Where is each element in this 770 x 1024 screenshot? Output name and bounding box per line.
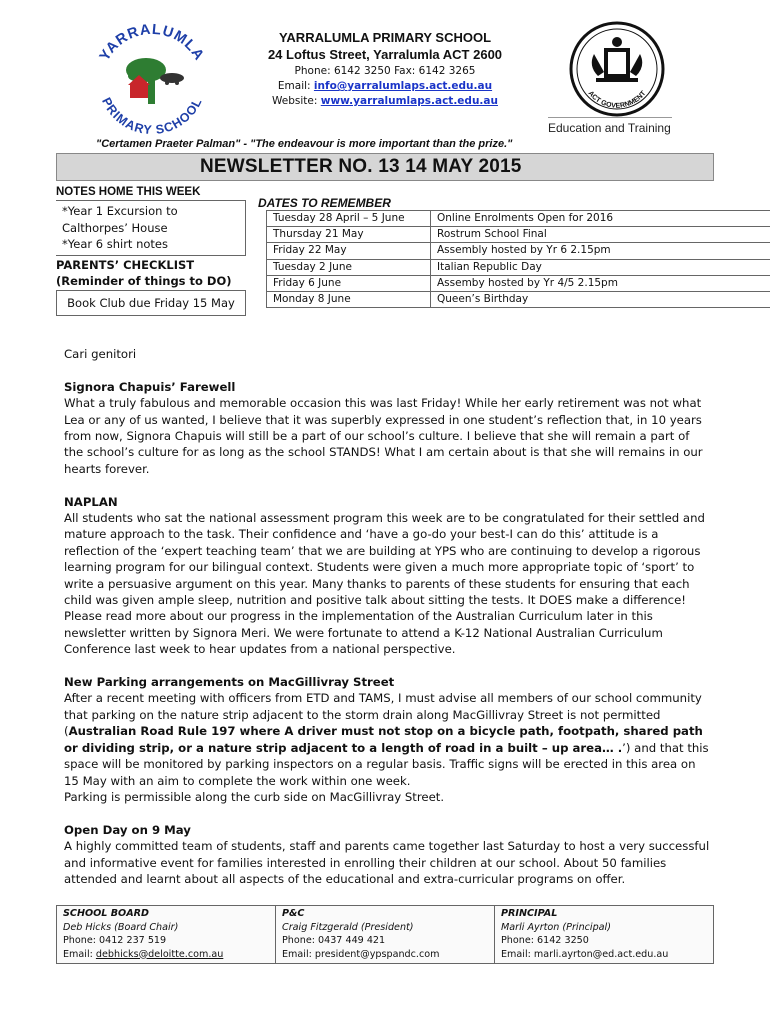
newsletter-title: NEWSLETTER NO. 13 14 MAY 2015 bbox=[200, 156, 522, 177]
phone-fax: Phone: 6142 3250 Fax: 6142 3265 bbox=[294, 65, 476, 77]
school-logo bbox=[88, 18, 216, 136]
road-rule-text: Australian Road Rule 197 where A driver must not stop on a bicycle path, footpath, shared path or dividing strip, or a nature strip adjacent to a length of road in a built – up area… . bbox=[64, 724, 703, 755]
naplan-text-more: Please read more about our progress in the implementation of the Australian Curriculum later in this newsletter written by Signora Meri. We were fortunate to attend a K-12 National Australian Curriculum Conference last week to hear updates from a national perspective. bbox=[64, 609, 663, 657]
table-row bbox=[267, 227, 770, 243]
contact-email-line bbox=[282, 948, 488, 962]
parents-checklist-heading: PARENTS’ CHECKLIST bbox=[56, 258, 195, 272]
dates-table bbox=[266, 210, 770, 308]
naplan-heading: NAPLAN bbox=[64, 494, 118, 509]
newsletter-body bbox=[64, 346, 710, 887]
contact-email-line bbox=[501, 948, 707, 962]
contact-heading: P&C bbox=[282, 908, 305, 919]
school-motto: "Certamen Praeter Palman" - "The endeavour is more important than the prize." bbox=[96, 138, 513, 150]
contact-phone: Phone: 0412 237 519 bbox=[63, 935, 167, 946]
parking-text-rest: ’) and that this space will be monitored by parking inspectors on a regular basis. Traffic signs will be erected in this area on 15 May with an aim to complete the work within one week. bbox=[64, 740, 709, 788]
event-cell: Assembly hosted by Yr 6 2.15pm bbox=[431, 243, 770, 259]
website-link[interactable]: www.yarralumlaps.act.edu.au bbox=[320, 95, 498, 107]
notes-home-title: NOTES HOME THIS WEEK bbox=[56, 186, 201, 198]
contact-phone: Phone: 0437 449 421 bbox=[282, 935, 386, 946]
date-cell: Tuesday 28 April – 5 June bbox=[267, 211, 431, 227]
contact-email-label: Email: bbox=[501, 948, 534, 960]
contact-email-line bbox=[63, 948, 269, 962]
date-cell: Friday 6 June bbox=[267, 275, 431, 291]
date-cell: Thursday 21 May bbox=[267, 227, 431, 243]
event-cell: Online Enrolments Open for 2016 bbox=[431, 211, 770, 227]
website-label: Website: bbox=[272, 95, 321, 107]
dates-title: DATES TO REMEMBER bbox=[258, 196, 391, 210]
email-label: Email: bbox=[277, 80, 314, 92]
event-cell: Rostrum School Final bbox=[431, 227, 770, 243]
date-cell: Monday 8 June bbox=[267, 291, 431, 307]
table-row bbox=[267, 275, 770, 291]
pandc-contact bbox=[276, 906, 495, 964]
contact-email-label: Email: bbox=[63, 948, 96, 960]
school-header bbox=[200, 30, 570, 109]
parking-text-intro: After a recent meeting with officers from ETD and TAMS, I must advise all members of our school community that parking on the nature strip adjacent to the storm drain along MacGillivray Street is not permitted ( bbox=[64, 691, 702, 739]
table-row bbox=[267, 291, 770, 307]
parents-checklist-subheading: (Reminder of things to DO) bbox=[56, 274, 232, 288]
date-cell: Friday 22 May bbox=[267, 243, 431, 259]
contact-name: Marli Ayrton (Principal) bbox=[501, 921, 611, 933]
contacts-table bbox=[56, 905, 714, 964]
email-link[interactable]: info@yarralumlaps.act.edu.au bbox=[313, 80, 493, 92]
table-row bbox=[57, 906, 714, 964]
contact-email[interactable]: marli.ayrton@ed.act.edu.au bbox=[533, 948, 669, 960]
contact-name: Craig Fitzgerald (President) bbox=[282, 921, 414, 933]
svg-text:ACT GOVERNMENT: ACT GOVERNMENT bbox=[586, 90, 648, 110]
naplan-text: All students who sat the national assessment program this week are to be congratulated for their settled and mature approach to the task. Their confidence and ‘have a go-do your best-I can do this’ attitude is a reflection of the ‘expert teaching team’ that we are building at YPS who are continuing to develop a rigorous learning program for our bilingual context. Students were given a much more appropriate topic of ‘sport’ to write a persuasive argument on this year. Many thanks to parents of these students for ensuring that each child was given ample sleep, nutrition and positive talk about sitting the tests. It DOES make a difference! bbox=[64, 511, 705, 608]
table-row bbox=[267, 243, 770, 259]
website-line bbox=[200, 94, 570, 109]
openday-text: A highly committed team of students, staff and parents came together last Saturday to host a very successful and informative event for families interested in enrolling their children at our school. About 50 families attended and learnt about all aspects of the educational and extra-curricular programs on offer. bbox=[64, 839, 710, 886]
farewell-text: What a truly fabulous and memorable occasion this was last Friday! While her early retirement was not what Lea or any of us wanted, I believe that it was superbly expressed in one student’s reflection that, in 10 years from now, Signora Chapuis will still be a part of our school’s culture. I believe that she will remain a part of the school’s culture for as long as the school STANDS! What I am certain about is that she will remains in our hearts forever. bbox=[64, 396, 703, 476]
contact-heading: PRINCIPAL bbox=[501, 908, 558, 919]
parking-heading: New Parking arrangements on MacGillivray Street bbox=[64, 675, 395, 690]
date-cell: Tuesday 2 June bbox=[267, 259, 431, 275]
greeting: Cari genitori bbox=[64, 347, 137, 361]
parents-checklist-item: Book Club due Friday 15 May bbox=[56, 290, 246, 316]
parking-curb-text: Parking is permissible along the curb side on MacGillivray Street. bbox=[64, 789, 445, 804]
department-name: Education and Training bbox=[548, 121, 671, 135]
principal-contact bbox=[495, 906, 714, 964]
event-cell: Assemby hosted by Yr 4/5 2.15pm bbox=[431, 275, 770, 291]
school-board-contact bbox=[57, 906, 276, 964]
contact-heading: SCHOOL BOARD bbox=[63, 908, 149, 919]
parking-text bbox=[64, 690, 710, 788]
farewell-heading: Signora Chapuis’ Farewell bbox=[64, 379, 236, 394]
contact-phone: Phone: 6142 3250 bbox=[501, 935, 589, 946]
table-row bbox=[267, 259, 770, 275]
table-row bbox=[267, 211, 770, 227]
logo-top-text: YARRALUMLA bbox=[96, 21, 208, 64]
notes-home-box bbox=[56, 200, 246, 256]
government-crest-logo bbox=[564, 20, 670, 118]
notes-item: *Year 6 shirt notes bbox=[62, 237, 168, 251]
contact-email-label: Email: bbox=[282, 948, 315, 960]
department-rule bbox=[548, 117, 672, 118]
event-cell: Queen’s Birthday bbox=[431, 291, 770, 307]
contact-email[interactable]: president@ypspandc.com bbox=[314, 948, 440, 960]
email-line bbox=[200, 79, 570, 94]
school-address: 24 Loftus Street, Yarralumla ACT 2600 bbox=[267, 47, 503, 62]
notes-item: *Year 1 Excursion to bbox=[62, 204, 178, 218]
notes-item: Calthorpes’ House bbox=[62, 220, 168, 235]
contact-email[interactable]: debhicks@deloitte.com.au bbox=[95, 948, 224, 960]
openday-heading: Open Day on 9 May bbox=[64, 822, 191, 837]
parents-checklist-title bbox=[56, 257, 232, 289]
contact-name: Deb Hicks (Board Chair) bbox=[63, 921, 179, 933]
school-name: YARRALUMLA PRIMARY SCHOOL bbox=[278, 30, 492, 45]
event-cell: Italian Republic Day bbox=[431, 259, 770, 275]
logo-bottom-text: PRIMARY SCHOOL bbox=[99, 95, 205, 136]
